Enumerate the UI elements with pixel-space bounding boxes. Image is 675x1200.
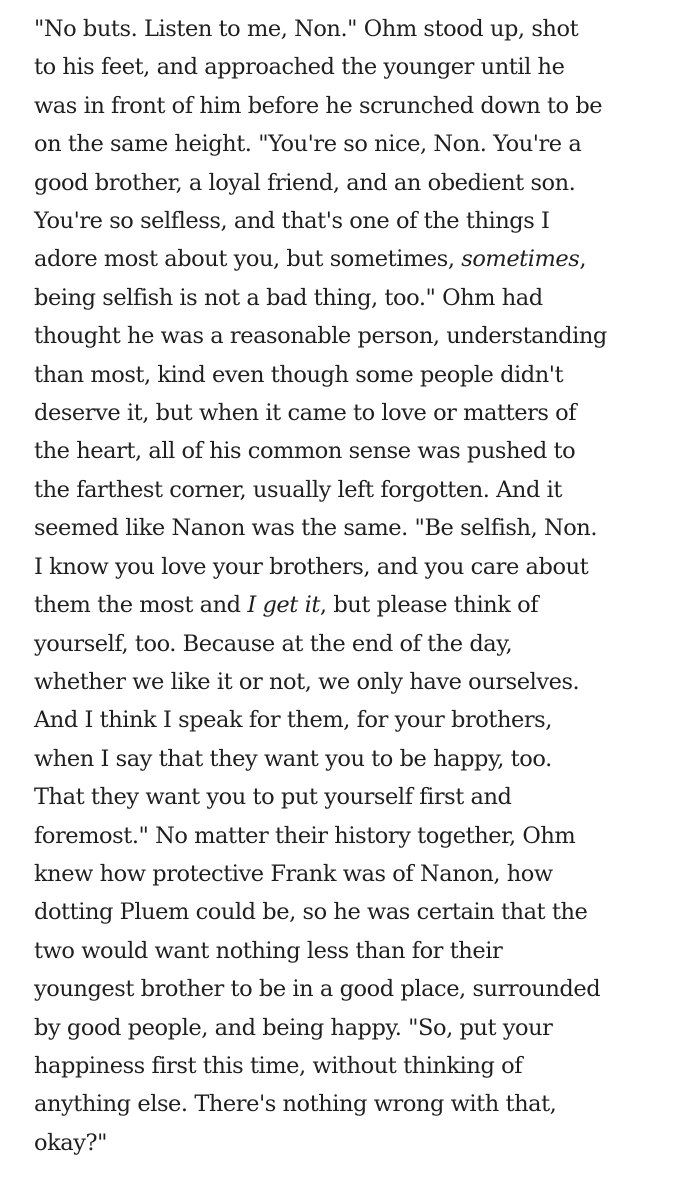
emphasis-i-get-it: I get it (247, 592, 320, 619)
story-line-28: happiness first this time, without thinking of (34, 1052, 523, 1079)
story-line-20: when I say that they want you to be happy, too. (34, 745, 552, 772)
story-line-21: That they want you to put yourself first and (34, 784, 512, 811)
story-line-24: dotting Pluem could be, so he was certain that the (34, 899, 588, 926)
story-line-19: And I think I speak for them, for your brothers, (34, 707, 552, 734)
story-line-16: them the most and I get it, but please think of (34, 592, 539, 619)
story-line-3: was in front of him before he scrunched down to be (34, 92, 603, 119)
story-line-29: anything else. There's nothing wrong with that, (34, 1091, 557, 1118)
story-line-2: to his feet, and approached the younger until he (34, 54, 565, 81)
story-line-25: two would want nothing less than for their (34, 937, 503, 964)
story-line-1: "No buts. Listen to me, Non." Ohm stood up, shot (34, 16, 579, 42)
story-line-11: deserve it, but when it came to love or matters of (34, 400, 577, 427)
story-line-23: knew how protective Frank was of Nanon, how (34, 860, 553, 887)
story-paragraph (34, 10, 675, 1162)
story-line-15: I know you love your brothers, and you care about (34, 553, 589, 580)
emphasis-sometimes: sometimes (461, 246, 580, 273)
story-line-27: by good people, and being happy. "So, put your (34, 1014, 553, 1041)
story-line-10: than most, kind even though some people didn't (34, 361, 564, 388)
story-line-17: yourself, too. Because at the end of the day, (34, 630, 513, 657)
story-line-9: thought he was a reasonable person, understanding (34, 323, 607, 350)
story-line-8: being selfish is not a bad thing, too." Ohm had (34, 284, 543, 311)
story-line-6: You're so selfless, and that's one of the things I (34, 208, 550, 235)
story-line-5: good brother, a loyal friend, and an obedient son. (34, 169, 576, 196)
story-line-30: okay?" (34, 1129, 108, 1156)
story-line-22: foremost." No matter their history together, Ohm (34, 822, 576, 849)
story-line-13: the farthest corner, usually left forgotten. And it (34, 476, 562, 503)
story-line-4: on the same height. "You're so nice, Non. You're a (34, 131, 582, 158)
story-line-14: seemed like Nanon was the same. "Be selfish, Non. (34, 515, 598, 542)
story-line-7: adore most about you, but sometimes, sometimes, (34, 246, 587, 273)
story-line-18: whether we like it or not, we only have ourselves. (34, 668, 580, 695)
story-line-26: youngest brother to be in a good place, surrounded (34, 976, 601, 1003)
story-line-12: the heart, all of his common sense was pushed to (34, 438, 576, 465)
